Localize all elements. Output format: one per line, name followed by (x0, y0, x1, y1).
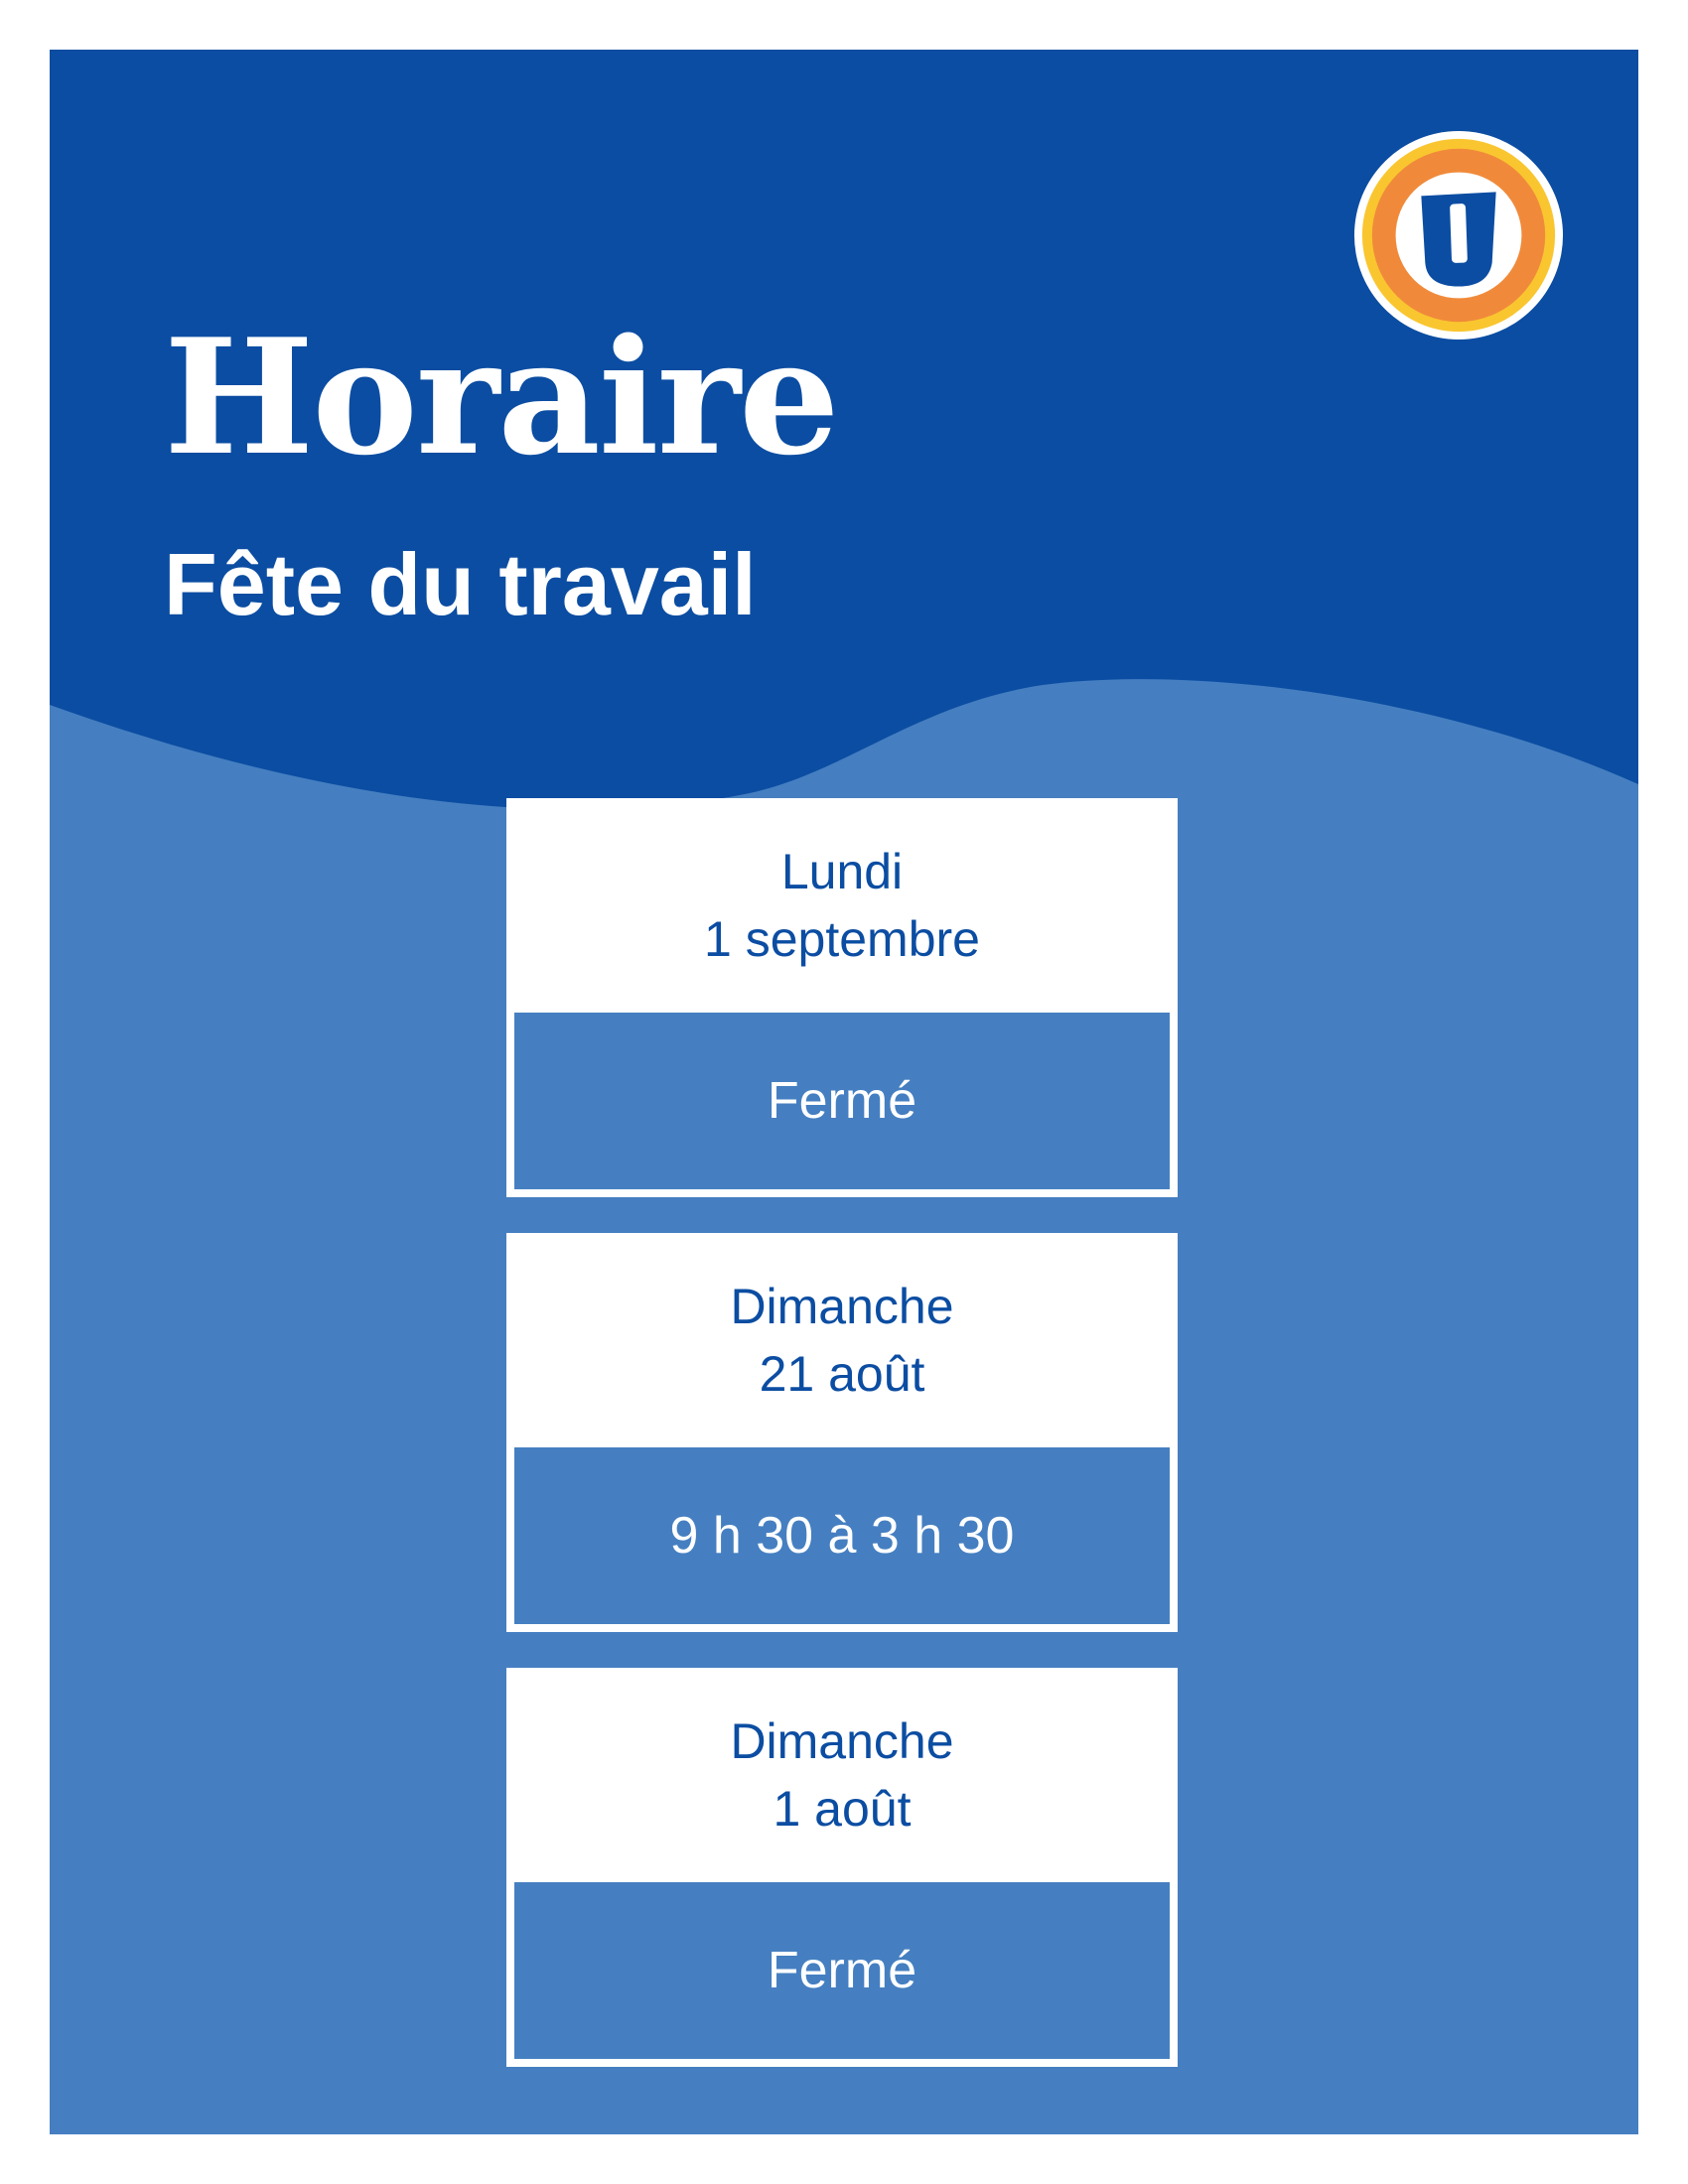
schedule-date: 21 août (759, 1346, 925, 1402)
schedule-hours-box (514, 1447, 1170, 1624)
schedule-card-header (506, 1233, 1178, 1447)
schedule-day: Lundi (780, 844, 904, 899)
schedule-card-sunday-21 (506, 1233, 1178, 1632)
schedule-date: 1 septembre (704, 911, 980, 967)
schedule-day: Dimanche (730, 1713, 954, 1769)
schedule-hours: Fermé (767, 1942, 917, 1999)
page-title: Horaire (164, 304, 838, 490)
schedule-hours-box (514, 1882, 1170, 2059)
schedule-date: 1 août (773, 1781, 912, 1837)
schedule-day: Dimanche (730, 1279, 954, 1334)
schedule-hours: 9 h 30 à 3 h 30 (669, 1507, 1015, 1565)
page-subtitle: Fête du travail (164, 535, 757, 633)
schedule-card-labour-day (506, 798, 1178, 1197)
schedule-card-header (506, 798, 1178, 1013)
schedule-hours-box (514, 1013, 1170, 1189)
poster (50, 50, 1638, 2134)
schedule-hours: Fermé (767, 1072, 917, 1130)
schedule-card-sunday-1 (506, 1668, 1178, 2067)
schedule-card-header (506, 1668, 1178, 1882)
u-logo-icon (1350, 127, 1567, 343)
